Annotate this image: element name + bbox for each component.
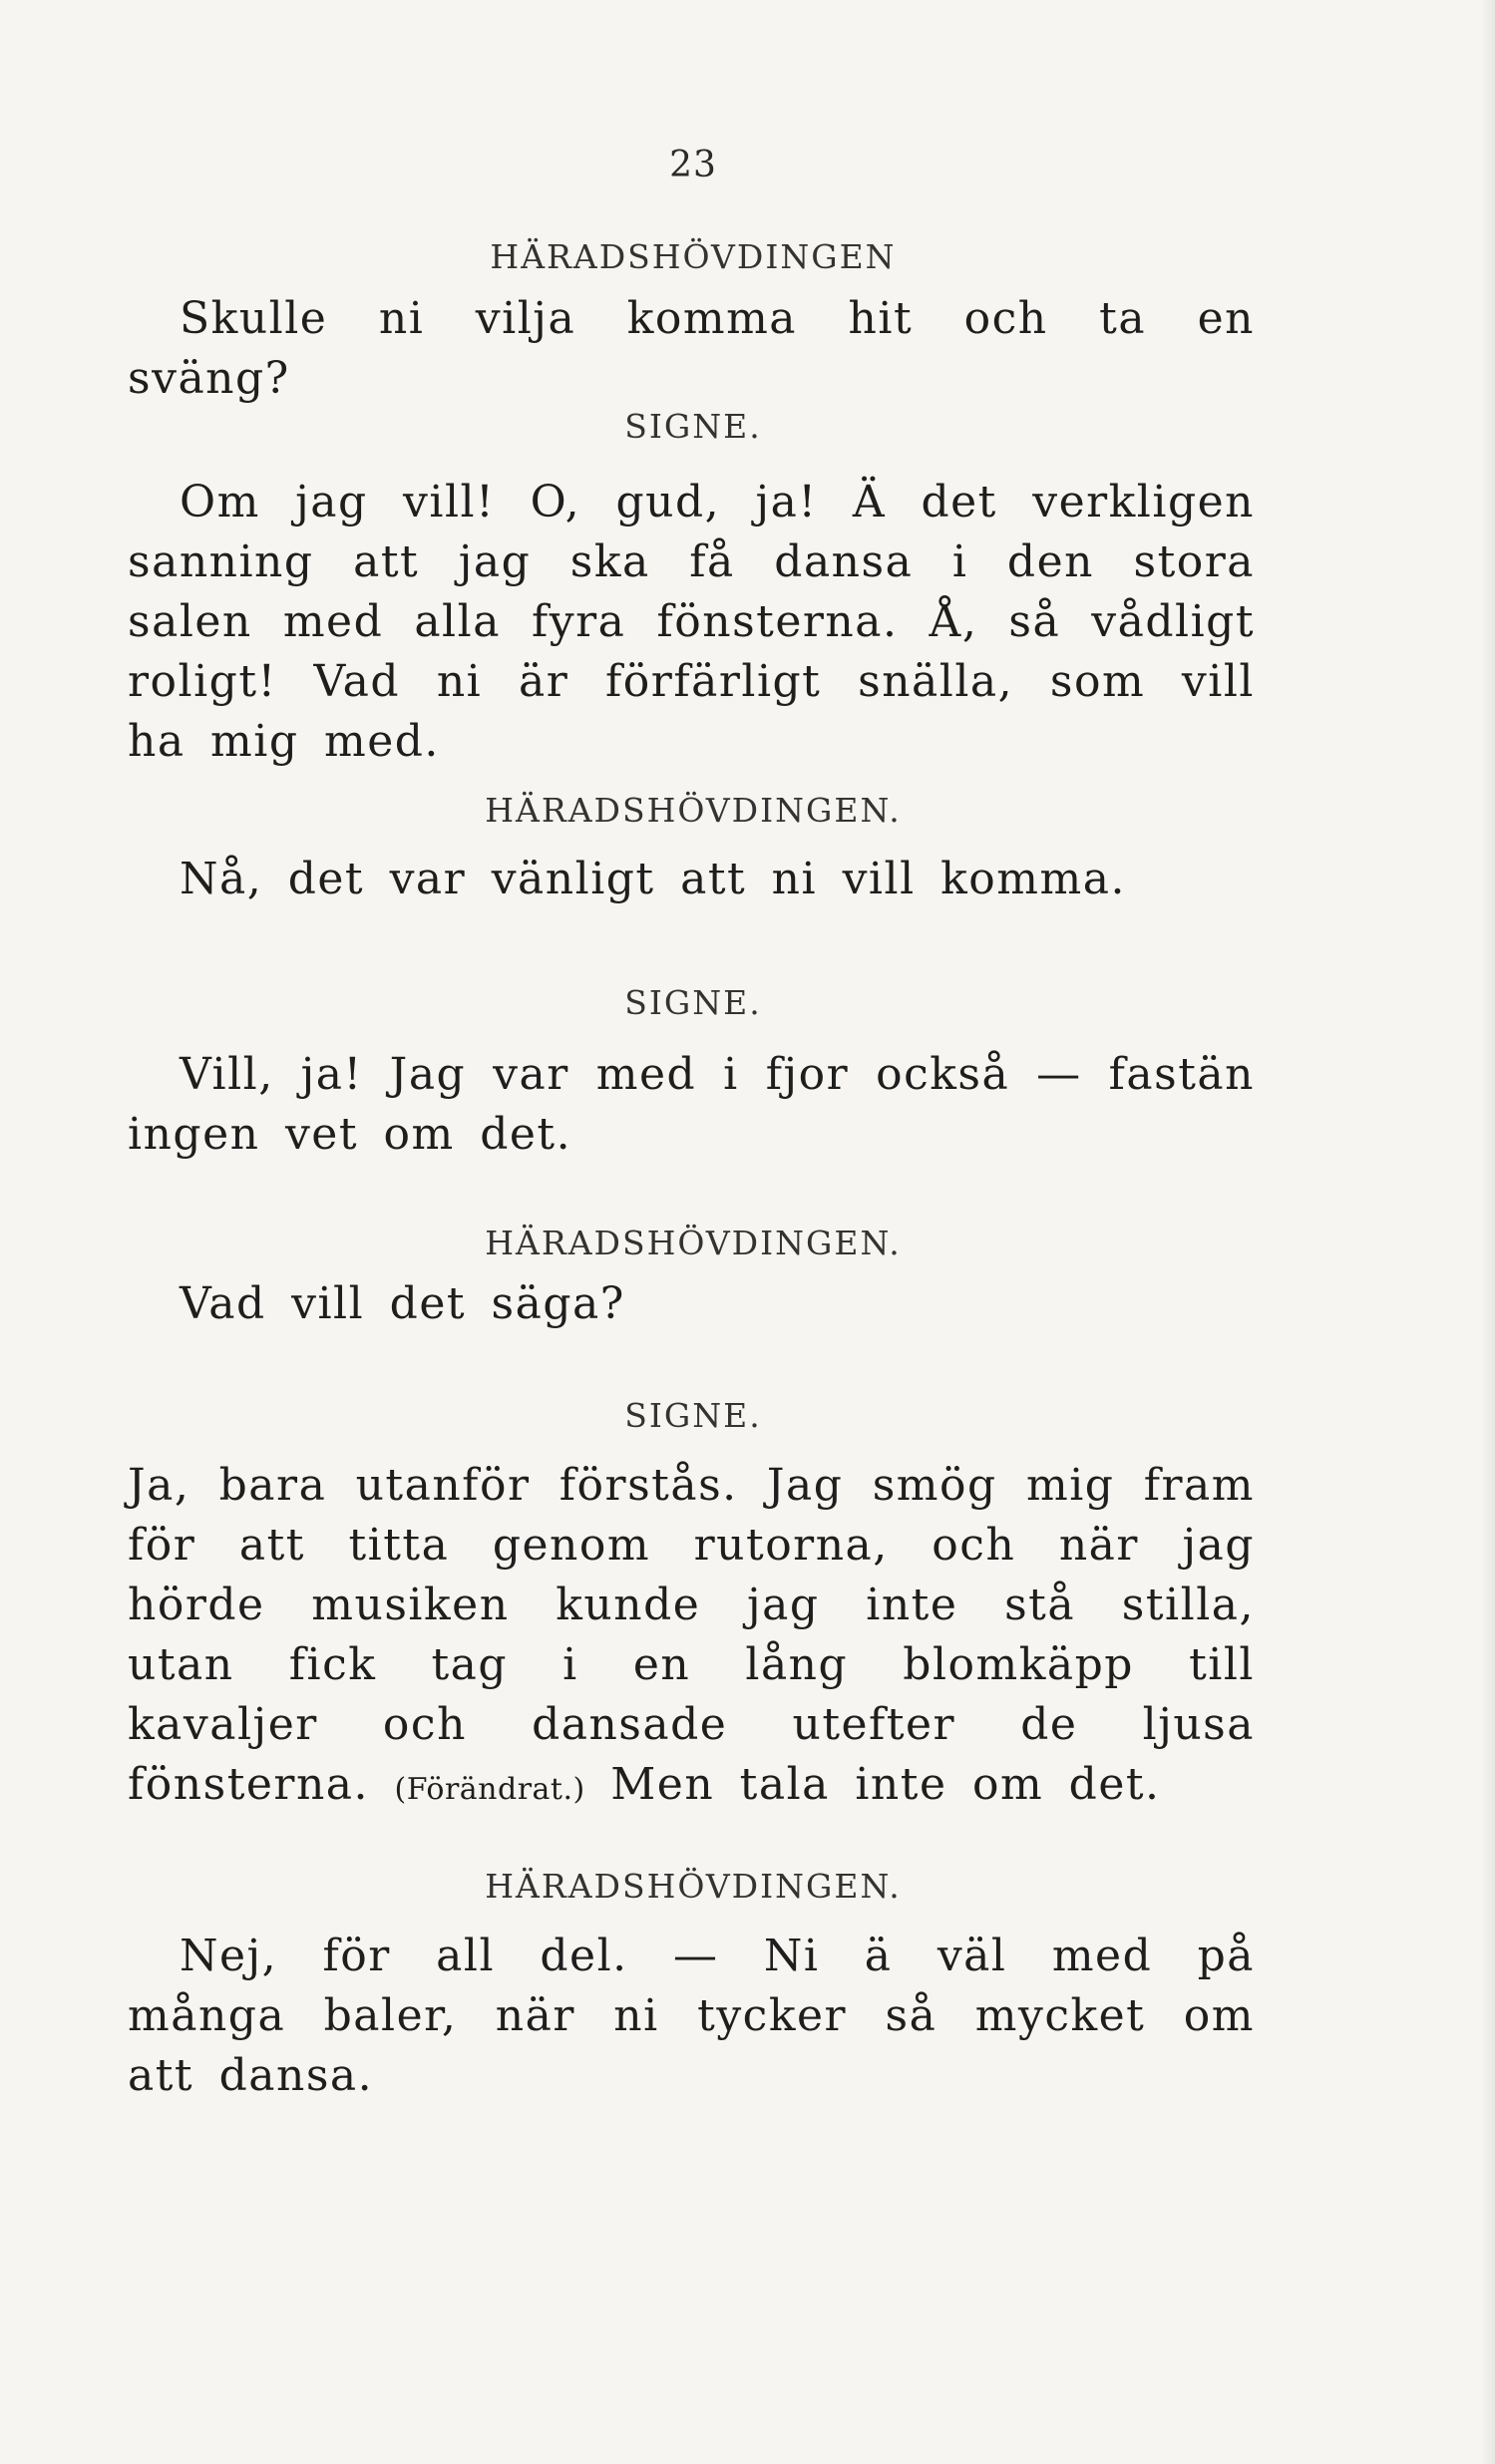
dialogue-text-part: Ja, bara utanför förstås. Jag smög mig fram för att titta genom rutorna, och när jag hörde musiken kunde jag inte stå stilla, utan fick tag i en lång blomkäpp till kavaljer och dansade utefter de ljusa fönsterna.	[128, 1460, 1255, 1810]
dialogue-text: Skulle ni vilja komma hit och ta en sväng?	[128, 293, 1255, 404]
dialogue-text: Nå, det var vänligt att ni vill komma.	[180, 854, 1126, 904]
speaker-name: HÄRADSHÖVDINGEN	[490, 237, 897, 276]
speaker-name: HÄRADSHÖVDINGEN.	[485, 1867, 902, 1906]
page-edge-shadow	[1481, 0, 1495, 2464]
dialogue-text: Om jag vill! O, gud, ja! Ä det verkligen sanning att jag ska få dansa i den stora salen med alla fyra fönsterna. Å, så vådligt roligt! Vad ni är förfärligt snälla, som vill ha mig med.	[128, 477, 1255, 767]
speaker-name: SIGNE.	[624, 407, 762, 446]
dialogue-text: Vill, ja! Jag var med i fjor också — fastän ingen vet om det.	[128, 1049, 1255, 1160]
speaker-name: HÄRADSHÖVDINGEN.	[485, 791, 902, 830]
speaker-name: SIGNE.	[624, 983, 762, 1022]
dialogue-text	[128, 1456, 1255, 1820]
page-number: 23	[669, 145, 717, 185]
dialogue-text: Vad vill det säga?	[180, 1278, 625, 1329]
dialogue-text-part: Men tala inte om det.	[610, 1759, 1161, 1810]
speaker-name: SIGNE.	[624, 1396, 762, 1435]
speaker-name: HÄRADSHÖVDINGEN.	[485, 1224, 902, 1262]
stage-direction: (Förändrat.)	[394, 1772, 585, 1807]
dialogue-text: Nej, för all del. — Ni ä väl med på många baler, när ni tycker så mycket om att dansa.	[128, 1931, 1255, 2101]
